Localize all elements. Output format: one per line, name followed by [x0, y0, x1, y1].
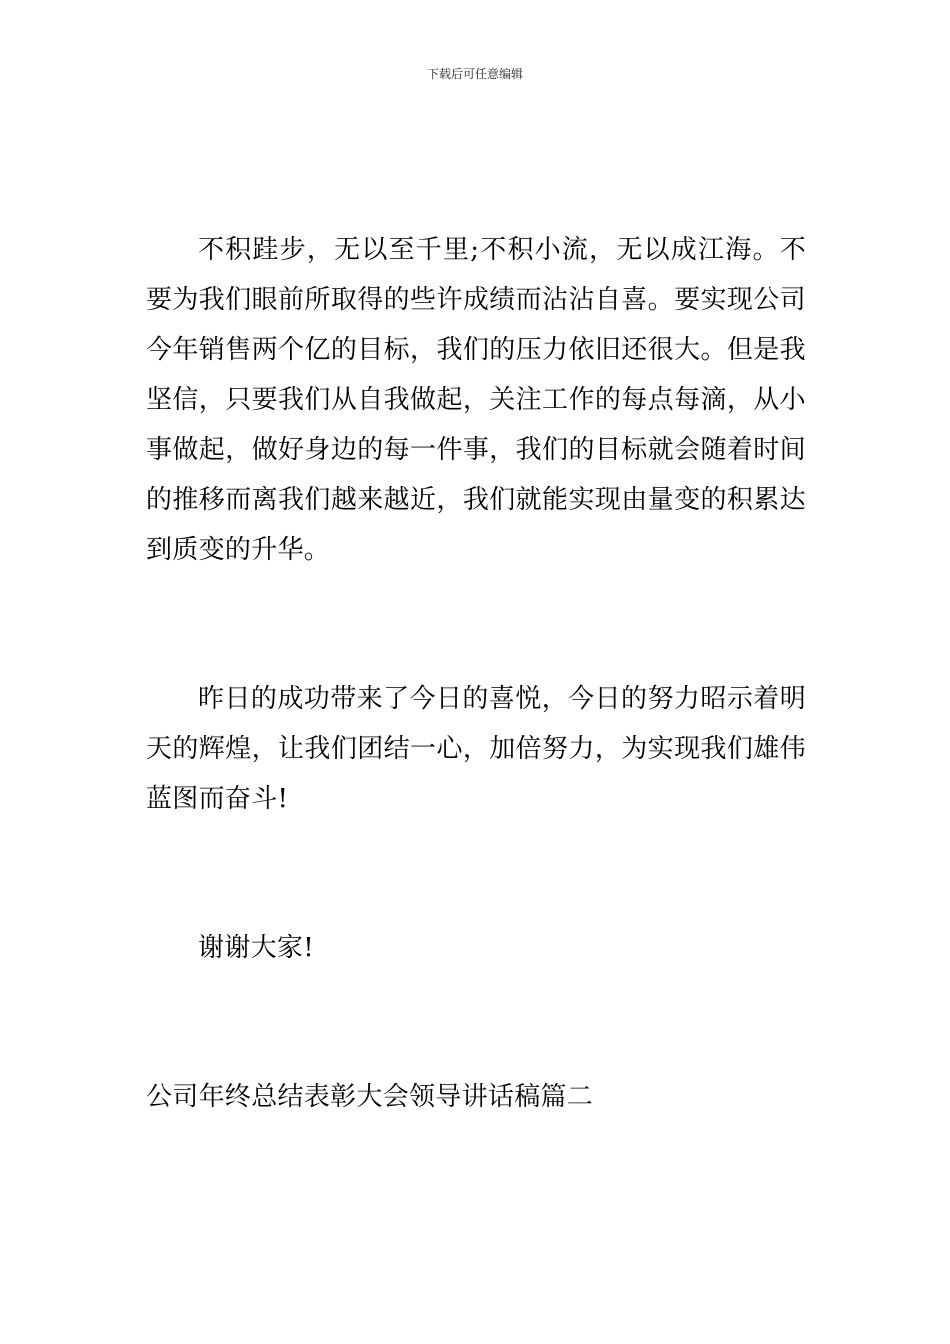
section-heading: 公司年终总结表彰大会领导讲话稿篇二: [146, 1082, 594, 1112]
document-body: [146, 225, 806, 1122]
body-paragraph: 不积跬步，无以至千里;不积小流，无以成江海。不要为我们眼前所取得的些许成绩而沾沾自喜。要实现公司今年销售两个亿的目标，我们的压力依旧还很大。但是我坚信，只要我们从自我做起，关注工作的每点每滴，从小事做起，做好身边的每一件事，我们的目标就会随着时间的推移而离我们越来越近，我们就能实现由量变的积累达到质变的升华。: [146, 235, 806, 565]
body-paragraph: 昨日的成功带来了今日的喜悦，今日的努力昭示着明天的辉煌，让我们团结一心，加倍努力，为实现我们雄伟蓝图而奋斗!: [146, 684, 806, 814]
closing-line: 谢谢大家!: [198, 933, 314, 963]
page-header-note: 下载后可任意编辑: [426, 67, 523, 81]
